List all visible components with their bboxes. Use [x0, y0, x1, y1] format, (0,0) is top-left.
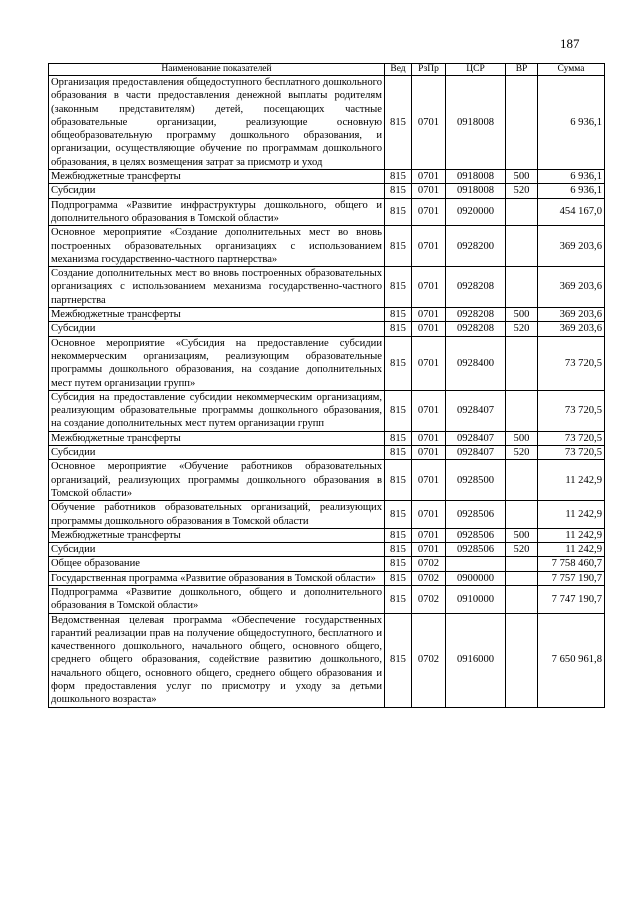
page-number: 187 — [560, 36, 580, 51]
cell-ved: 815 — [385, 170, 412, 184]
cell-vr — [506, 557, 538, 571]
cell-rzpr: 0701 — [412, 76, 446, 170]
cell-rzpr: 0701 — [412, 543, 446, 557]
cell-rzpr: 0701 — [412, 170, 446, 184]
cell-rzpr: 0701 — [412, 528, 446, 542]
cell-ved: 815 — [385, 571, 412, 585]
cell-name: Основное мероприятие «Обучение работников образовательных организаций, реализующих программы дошкольного образования в Томской области» — [49, 460, 385, 501]
header-rzpr: РзПр — [412, 64, 446, 76]
cell-vr — [506, 501, 538, 529]
cell-ved: 815 — [385, 431, 412, 445]
table-row — [49, 501, 605, 529]
cell-ved: 815 — [385, 322, 412, 336]
cell-vr: 500 — [506, 528, 538, 542]
cell-rzpr: 0701 — [412, 390, 446, 431]
cell-name: Основное мероприятие «Субсидия на предоставление субсидии некоммерческим организациям, реализующим образовательные программы дошкольного образования, на создание дополнительных мест путем организации групп» — [49, 336, 385, 390]
table-row — [49, 613, 605, 707]
cell-rzpr: 0701 — [412, 198, 446, 226]
cell-ved: 815 — [385, 226, 412, 267]
table-row — [49, 585, 605, 613]
cell-sum: 369 203,6 — [538, 226, 605, 267]
table-row — [49, 557, 605, 571]
cell-name: Межбюджетные трансферты — [49, 431, 385, 445]
cell-sum: 73 720,5 — [538, 431, 605, 445]
table-row — [49, 336, 605, 390]
cell-vr: 500 — [506, 170, 538, 184]
cell-csr: 0900000 — [446, 571, 506, 585]
cell-vr — [506, 390, 538, 431]
cell-sum: 11 242,9 — [538, 543, 605, 557]
table-row — [49, 170, 605, 184]
cell-csr: 0928208 — [446, 322, 506, 336]
cell-csr: 0928506 — [446, 501, 506, 529]
cell-ved: 815 — [385, 460, 412, 501]
cell-csr: 0928208 — [446, 308, 506, 322]
table-row — [49, 571, 605, 585]
table-row — [49, 431, 605, 445]
cell-rzpr: 0701 — [412, 322, 446, 336]
table-row — [49, 322, 605, 336]
cell-csr: 0928200 — [446, 226, 506, 267]
cell-ved: 815 — [385, 198, 412, 226]
cell-csr: 0916000 — [446, 613, 506, 707]
cell-rzpr: 0701 — [412, 308, 446, 322]
table-header-row — [49, 64, 605, 76]
cell-sum: 7 757 190,7 — [538, 571, 605, 585]
cell-sum: 11 242,9 — [538, 501, 605, 529]
cell-ved: 815 — [385, 336, 412, 390]
cell-csr: 0928506 — [446, 543, 506, 557]
cell-vr — [506, 76, 538, 170]
cell-name: Организация предоставления общедоступного бесплатного дошкольного образования в части предоставления денежной выплаты родителям (законным представителям) детей, посещающих частные образовательные организации, реализующие основную общеобразовательную программу дошкольного образования, и организации, осуществляющие обучение по программам дошкольного образования, в целях возмещения затрат за присмотр и уход — [49, 76, 385, 170]
cell-sum: 11 242,9 — [538, 528, 605, 542]
cell-vr — [506, 198, 538, 226]
cell-ved: 815 — [385, 446, 412, 460]
cell-rzpr: 0701 — [412, 226, 446, 267]
cell-vr — [506, 226, 538, 267]
cell-rzpr: 0701 — [412, 501, 446, 529]
table-row — [49, 76, 605, 170]
cell-vr — [506, 460, 538, 501]
cell-ved: 815 — [385, 528, 412, 542]
table-row — [49, 226, 605, 267]
cell-csr: 0928400 — [446, 336, 506, 390]
cell-ved: 815 — [385, 184, 412, 198]
cell-rzpr: 0701 — [412, 431, 446, 445]
cell-name: Субсидии — [49, 322, 385, 336]
cell-ved: 815 — [385, 390, 412, 431]
cell-sum: 73 720,5 — [538, 336, 605, 390]
cell-vr — [506, 613, 538, 707]
cell-ved: 815 — [385, 585, 412, 613]
cell-vr: 520 — [506, 184, 538, 198]
cell-name: Ведомственная целевая программа «Обеспечение государственных гарантий реализации прав на получение общедоступного, бесплатного и качественного дошкольного, начального общего, основного общего, среднего общего образования, содействие развитию дошкольного, начального общего, основного общего, среднего общего образования и форм предоставления услуг по присмотру и уходу за детьми дошкольного возраста» — [49, 613, 385, 707]
cell-csr: 0928208 — [446, 267, 506, 308]
cell-vr: 500 — [506, 431, 538, 445]
table-row — [49, 198, 605, 226]
cell-sum: 454 167,0 — [538, 198, 605, 226]
cell-sum: 369 203,6 — [538, 322, 605, 336]
cell-sum: 6 936,1 — [538, 76, 605, 170]
cell-rzpr: 0701 — [412, 446, 446, 460]
cell-ved: 815 — [385, 308, 412, 322]
cell-ved: 815 — [385, 76, 412, 170]
cell-rzpr: 0702 — [412, 571, 446, 585]
header-sum: Сумма — [538, 64, 605, 76]
cell-sum: 73 720,5 — [538, 446, 605, 460]
cell-sum: 6 936,1 — [538, 170, 605, 184]
header-csr: ЦСР — [446, 64, 506, 76]
cell-name: Межбюджетные трансферты — [49, 170, 385, 184]
cell-name: Основное мероприятие «Создание дополнительных мест во вновь построенных образовательных организациях с использованием механизма государственно-частного партнерства» — [49, 226, 385, 267]
cell-vr: 500 — [506, 308, 538, 322]
table-row — [49, 543, 605, 557]
table-row — [49, 390, 605, 431]
budget-table — [48, 63, 605, 708]
cell-rzpr: 0702 — [412, 557, 446, 571]
header-vr: ВР — [506, 64, 538, 76]
table-row — [49, 308, 605, 322]
cell-csr: 0918008 — [446, 184, 506, 198]
cell-csr: 0928500 — [446, 460, 506, 501]
cell-rzpr: 0701 — [412, 336, 446, 390]
cell-name: Государственная программа «Развитие образования в Томской области» — [49, 571, 385, 585]
cell-csr: 0928407 — [446, 446, 506, 460]
cell-sum: 369 203,6 — [538, 308, 605, 322]
cell-name: Создание дополнительных мест во вновь построенных образовательных организациях с использованием механизма государственно-частного партнерства — [49, 267, 385, 308]
cell-csr — [446, 557, 506, 571]
cell-name: Субсидии — [49, 543, 385, 557]
cell-vr — [506, 267, 538, 308]
cell-name: Межбюджетные трансферты — [49, 308, 385, 322]
cell-sum: 6 936,1 — [538, 184, 605, 198]
cell-ved: 815 — [385, 613, 412, 707]
cell-vr — [506, 336, 538, 390]
cell-ved: 815 — [385, 557, 412, 571]
cell-sum: 7 650 961,8 — [538, 613, 605, 707]
cell-csr: 0910000 — [446, 585, 506, 613]
cell-sum: 11 242,9 — [538, 460, 605, 501]
cell-rzpr: 0701 — [412, 460, 446, 501]
cell-sum: 7 758 460,7 — [538, 557, 605, 571]
cell-ved: 815 — [385, 501, 412, 529]
table-body — [49, 76, 605, 708]
cell-rzpr: 0702 — [412, 585, 446, 613]
cell-csr: 0928407 — [446, 431, 506, 445]
cell-csr: 0920000 — [446, 198, 506, 226]
cell-sum: 7 747 190,7 — [538, 585, 605, 613]
cell-ved: 815 — [385, 267, 412, 308]
cell-rzpr: 0702 — [412, 613, 446, 707]
cell-vr — [506, 571, 538, 585]
cell-name: Обучение работников образовательных организаций, реализующих программы дошкольного образования в Томской области — [49, 501, 385, 529]
cell-vr: 520 — [506, 543, 538, 557]
cell-rzpr: 0701 — [412, 267, 446, 308]
cell-vr: 520 — [506, 446, 538, 460]
cell-ved: 815 — [385, 543, 412, 557]
table-row — [49, 460, 605, 501]
cell-csr: 0918008 — [446, 76, 506, 170]
table-row — [49, 184, 605, 198]
cell-name: Субсидии — [49, 184, 385, 198]
cell-name: Субсидии — [49, 446, 385, 460]
cell-csr: 0928407 — [446, 390, 506, 431]
cell-name: Общее образование — [49, 557, 385, 571]
cell-name: Подпрограмма «Развитие инфраструктуры дошкольного, общего и дополнительного образования в Томской области» — [49, 198, 385, 226]
cell-csr: 0918008 — [446, 170, 506, 184]
cell-name: Субсидия на предоставление субсидии некоммерческим организациям, реализующим образовательные программы дошкольного образования, на создание дополнительных мест путем организации групп — [49, 390, 385, 431]
header-ved: Вед — [385, 64, 412, 76]
cell-csr: 0928506 — [446, 528, 506, 542]
table-row — [49, 528, 605, 542]
cell-vr: 520 — [506, 322, 538, 336]
table-row — [49, 267, 605, 308]
cell-sum: 73 720,5 — [538, 390, 605, 431]
header-name: Наименование показателей — [49, 64, 385, 76]
cell-vr — [506, 585, 538, 613]
cell-name: Межбюджетные трансферты — [49, 528, 385, 542]
cell-rzpr: 0701 — [412, 184, 446, 198]
cell-name: Подпрограмма «Развитие дошкольного, общего и дополнительного образования в Томской области» — [49, 585, 385, 613]
cell-sum: 369 203,6 — [538, 267, 605, 308]
table-row — [49, 446, 605, 460]
